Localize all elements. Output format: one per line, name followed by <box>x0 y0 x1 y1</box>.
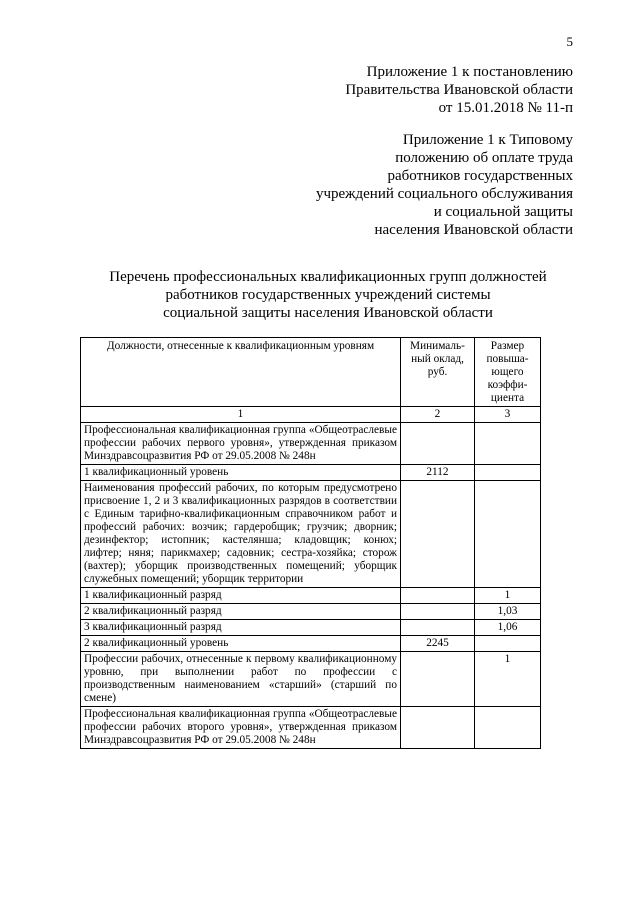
appendix-line: положению об оплате труда <box>395 150 573 166</box>
positions-table <box>80 337 541 749</box>
position-cell: 1 квалификационный разряд <box>81 588 401 604</box>
title-line: работников государственных учреждений системы <box>165 287 491 303</box>
coefficient-cell: 1 <box>475 652 541 707</box>
appendix-line: от 15.01.2018 № 11-п <box>438 100 573 116</box>
position-cell: 2 квалификационный разряд <box>81 604 401 620</box>
coefficient-cell <box>475 636 541 652</box>
appendix-to-resolution <box>345 63 573 117</box>
table-row <box>81 465 541 481</box>
position-cell: 3 квалификационный разряд <box>81 620 401 636</box>
table-row <box>81 604 541 620</box>
appendix-line: Приложение 1 к постановлению <box>366 64 573 80</box>
coefficient-cell <box>475 423 541 465</box>
appendix-line: учреждений социального обслуживания <box>315 186 573 202</box>
table-row <box>81 707 541 749</box>
column-number-row <box>81 407 541 423</box>
min-salary-cell <box>401 652 475 707</box>
header-positions: Должности, отнесенные к квалификационным уровням <box>81 338 401 407</box>
min-salary-cell <box>401 604 475 620</box>
table-header-row <box>81 338 541 407</box>
title-line: социальной защиты населения Ивановской области <box>163 305 493 321</box>
min-salary-cell: 2112 <box>401 465 475 481</box>
appendix-line: работников государственных <box>387 168 573 184</box>
column-number: 2 <box>401 407 475 423</box>
min-salary-cell: 2245 <box>401 636 475 652</box>
column-number: 1 <box>81 407 401 423</box>
header-min-salary: Минималь- ный оклад, руб. <box>401 338 475 407</box>
column-number: 3 <box>475 407 541 423</box>
min-salary-cell <box>401 620 475 636</box>
position-cell: Профессии рабочих, отнесенные к первому квалификационному уровню, при выполнении работ по профессии с производственным наименованием «старший» (старший по смене) <box>81 652 401 707</box>
table-row <box>81 652 541 707</box>
position-cell: Профессиональная квалификационная группа «Общеотраслевые профессии рабочих первого уровня», утвержденная приказом Минздравсоцразвития РФ от 29.05.2008 № 248н <box>81 423 401 465</box>
coefficient-cell: 1,06 <box>475 620 541 636</box>
table-row <box>81 481 541 588</box>
table-row <box>81 620 541 636</box>
page-number: 5 <box>566 34 573 49</box>
appendix-to-regulation <box>316 131 573 239</box>
min-salary-cell <box>401 481 475 588</box>
appendix-line: населения Ивановской области <box>374 222 573 238</box>
position-cell: Наименования профессий рабочих, по которым предусмотрено присвоение 1, 2 и 3 квалификационных разрядов в соответствии с Единым тарифно-квалификационным справочником работ и профессий рабочих: возчик; гардеробщик; грузчик; дворник; дезинфектор; истопник; кастелянша; кладовщик; конюх; лифтер; няня; парикмахер; садовник; сестра-хозяйка; сторож (вахтер); уборщик производственных помещений; уборщик служебных помещений; уборщик территории <box>81 481 401 588</box>
appendix-line: Правительства Ивановской области <box>345 82 573 98</box>
appendix-line: и социальной защиты <box>433 204 573 220</box>
position-cell: Профессиональная квалификационная группа «Общеотраслевые профессии рабочих второго уровня», утвержденная приказом Минздравсоцразвития РФ от 29.05.2008 № 248н <box>81 707 401 749</box>
min-salary-cell <box>401 588 475 604</box>
position-cell: 2 квалификационный уровень <box>81 636 401 652</box>
table-row <box>81 423 541 465</box>
appendix-line: Приложение 1 к Типовому <box>402 132 573 148</box>
min-salary-cell <box>401 423 475 465</box>
coefficient-cell: 1,03 <box>475 604 541 620</box>
min-salary-cell <box>401 707 475 749</box>
coefficient-cell <box>475 481 541 588</box>
coefficient-cell: 1 <box>475 588 541 604</box>
coefficient-cell <box>475 707 541 749</box>
position-cell: 1 квалификационный уровень <box>81 465 401 481</box>
table-row <box>81 588 541 604</box>
header-coefficient: Размер повыша- ющего коэффи- циента <box>475 338 541 407</box>
coefficient-cell <box>475 465 541 481</box>
title-line: Перечень профессиональных квалификационных групп должностей <box>109 269 547 285</box>
document-title <box>78 268 578 322</box>
table-row <box>81 636 541 652</box>
